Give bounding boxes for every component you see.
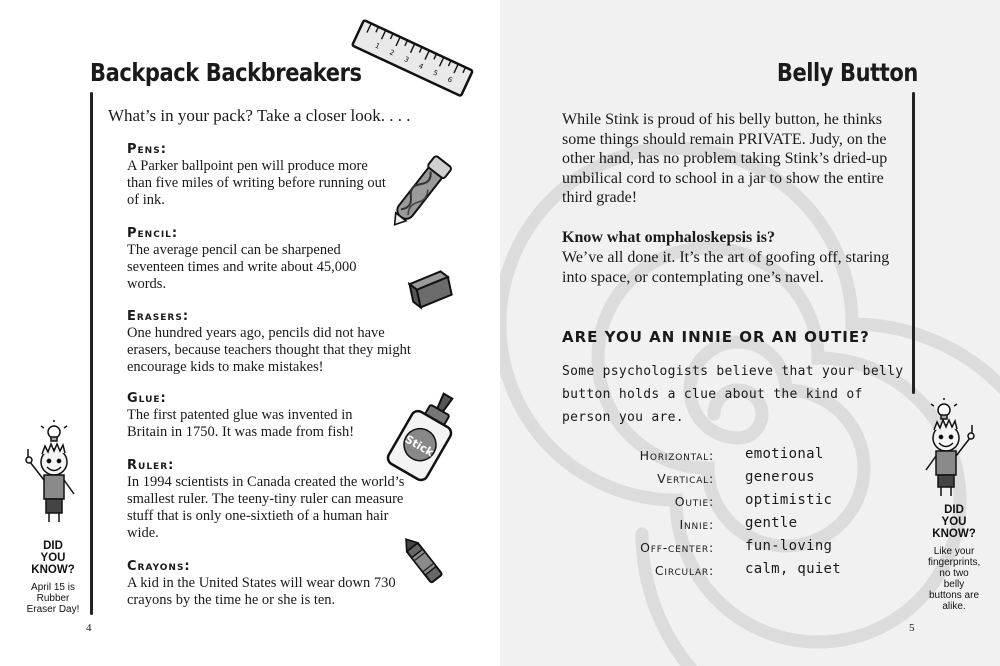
entry-heading: Ruler: bbox=[127, 458, 175, 473]
entry-pens bbox=[127, 142, 412, 209]
belly-paragraph-2: We’ve all done it. It’s the art of goofing off, staring into space, or contemplating one’s navel. bbox=[562, 249, 890, 286]
trait-label-circular: Circular: bbox=[654, 563, 714, 578]
trait-label-vertical: Vertical: bbox=[657, 471, 714, 486]
left-intro-text: What’s in your pack? Take a closer look. . . . bbox=[108, 106, 411, 125]
did-you-know-right bbox=[918, 504, 990, 612]
trait-label-innie: Innie: bbox=[679, 517, 714, 532]
did-you-know-heading: DID bbox=[43, 540, 63, 552]
trait-label-horizontal: Horizontal: bbox=[639, 448, 714, 463]
innie-outie-intro: Some psychologists believe that your belly button holds a clue about the kind of person you are. bbox=[562, 364, 904, 425]
trait-value-innie: gentle bbox=[745, 515, 798, 531]
trait-label-off-center: Off-center: bbox=[640, 540, 714, 555]
entry-body: In 1994 scientists in Canada created the world’s smallest ruler. The teeny-tiny ruler can measure stuff that is only one-sixtieth of a human hair wide. bbox=[127, 474, 405, 541]
did-you-know-fact: April 15 is Rubber Eraser Day! bbox=[26, 582, 80, 615]
trait-label-outie: Outie: bbox=[674, 494, 714, 509]
entry-heading: Glue: bbox=[127, 391, 167, 406]
entry-body: A Parker ballpoint pen will produce more than five miles of writing before running out of ink. bbox=[127, 158, 386, 208]
svg-text:1: 1 bbox=[373, 41, 382, 51]
right-margin-rule bbox=[912, 92, 915, 394]
svg-text:4: 4 bbox=[417, 61, 425, 72]
svg-text:2: 2 bbox=[388, 48, 396, 58]
entry-heading: Pencil: bbox=[127, 226, 179, 241]
svg-text:6: 6 bbox=[446, 75, 454, 85]
entry-crayons bbox=[127, 559, 412, 609]
left-page-title: Backpack Backbreakers bbox=[90, 58, 362, 87]
entry-body: The first patented glue was invented in Britain in 1750. It was made from fish! bbox=[127, 407, 355, 440]
page-number-left: 4 bbox=[86, 622, 92, 634]
did-you-know-fact: Like your fingerprints, no two belly buttons are alike. bbox=[928, 546, 981, 612]
omphaloskepsis-question: Know what omphaloskepsis is? bbox=[562, 229, 775, 246]
entry-heading: Crayons: bbox=[127, 559, 191, 574]
entry-heading: Pens: bbox=[127, 142, 167, 157]
did-you-know-heading: YOU bbox=[40, 552, 66, 564]
mascot-right-icon bbox=[920, 398, 984, 502]
right-page-title: Belly Button bbox=[776, 58, 918, 87]
crayon-icon bbox=[397, 536, 457, 596]
entry-ruler bbox=[127, 458, 412, 542]
entry-glue bbox=[127, 391, 412, 441]
trait-value-outie: optimistic bbox=[745, 492, 833, 508]
did-you-know-heading: DID bbox=[944, 504, 964, 516]
entry-body: The average pencil can be sharpened seventeen times and write about 45,000 words. bbox=[127, 242, 357, 292]
innie-outie-heading: ARE YOU AN INNIE OR AN OUTIE? bbox=[562, 328, 870, 346]
trait-value-horizontal: emotional bbox=[745, 446, 824, 462]
trait-value-circular: calm, quiet bbox=[745, 561, 842, 577]
did-you-know-heading: KNOW? bbox=[932, 528, 976, 540]
svg-text:5: 5 bbox=[431, 68, 440, 78]
did-you-know-heading: YOU bbox=[941, 516, 967, 528]
entry-heading: Erasers: bbox=[127, 309, 190, 324]
entry-pencil bbox=[127, 226, 412, 293]
entry-body: A kid in the United States will wear down 730 crayons by the time he or she is ten. bbox=[127, 575, 396, 608]
pen-icon bbox=[383, 148, 465, 228]
left-margin-rule bbox=[90, 92, 93, 615]
svg-text:3: 3 bbox=[402, 55, 411, 65]
belly-paragraph-1: While Stink is proud of his belly button, he thinks some things should remain PRIVATE. Judy, on the other hand, has no problem taking Stink’s dried-up umbilical cord to school in a jar to show the entire third grade! bbox=[562, 111, 888, 206]
eraser-icon bbox=[404, 266, 456, 312]
trait-value-off-center: fun-loving bbox=[745, 538, 833, 554]
mascot-left-icon bbox=[16, 420, 84, 528]
ruler-icon bbox=[346, 14, 478, 104]
did-you-know-left bbox=[20, 540, 86, 615]
entry-body: One hundred years ago, pencils did not have erasers, because teachers thought that they might encourage kids to make mistakes! bbox=[127, 325, 411, 375]
page-number-right: 5 bbox=[909, 622, 915, 634]
glue-bottle-icon bbox=[384, 388, 466, 484]
glue-label-text: Stick bbox=[402, 432, 436, 460]
did-you-know-heading: KNOW? bbox=[31, 564, 75, 576]
trait-value-vertical: generous bbox=[745, 469, 815, 485]
entry-erasers bbox=[127, 309, 412, 376]
